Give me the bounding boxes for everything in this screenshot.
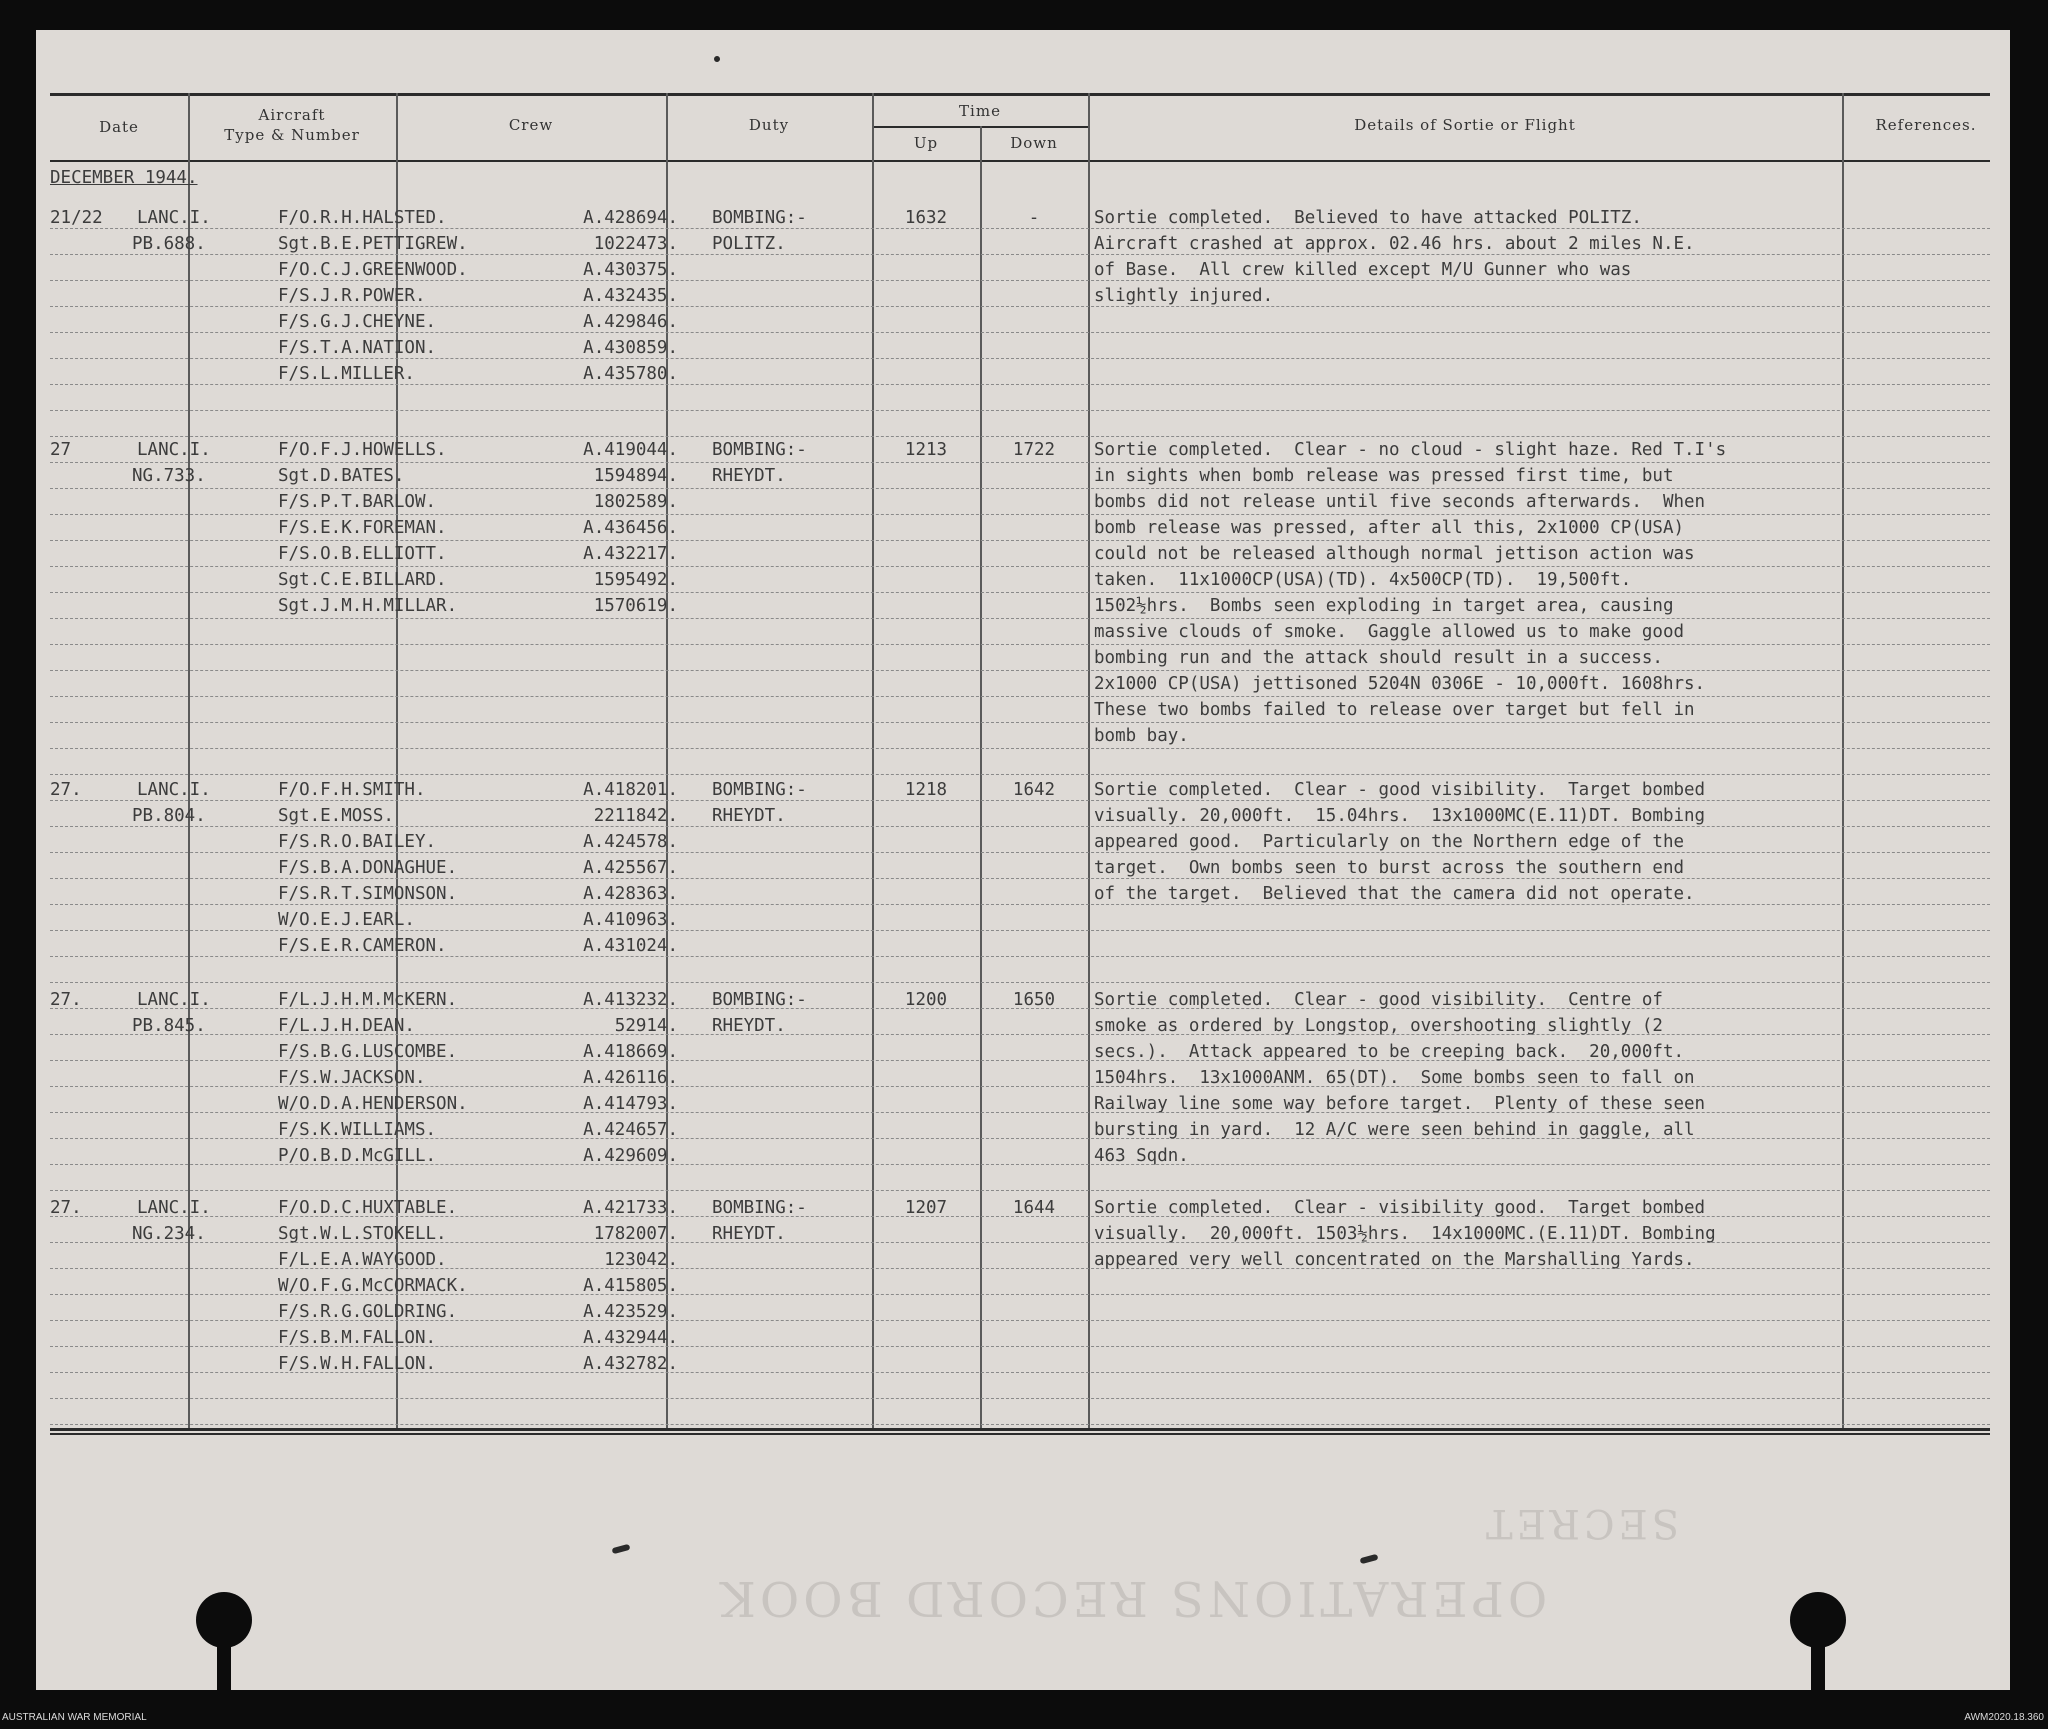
duty: BOMBING:-: [712, 780, 807, 800]
ruled-line: [50, 1190, 1990, 1191]
details-line: bombs did not release until five seconds afterwards. When: [1094, 492, 1706, 512]
details-line: 2x1000 CP(USA) jettisoned 5204N 0306E - 10,000ft. 1608hrs.: [1094, 674, 1706, 694]
time-up: 1632: [904, 208, 948, 228]
entry-date: 27.: [50, 990, 82, 1010]
header-aircraft: Aircraft: [258, 106, 326, 124]
col-rule-time: [1088, 93, 1090, 1428]
time-down: 1642: [1012, 780, 1056, 800]
crew-member: [278, 1094, 678, 1120]
header-duty: Duty: [748, 116, 790, 134]
crew-name: F/S.B.M.FALLON.: [278, 1328, 437, 1348]
service-number: A.435780.: [583, 364, 678, 384]
details-line: bombing run and the attack should result in a success.: [1094, 648, 1663, 668]
time-down: -: [1028, 208, 1040, 228]
crew-member: [278, 1042, 678, 1068]
col-rule-up: [980, 126, 982, 1428]
crew-member: [278, 884, 678, 910]
details-line: Railway line some way before target. Plenty of these seen: [1094, 1094, 1706, 1114]
crew-name: F/S.L.MILLER.: [278, 364, 415, 384]
crew-name: Sgt.D.BATES.: [278, 466, 405, 486]
crew-member: [278, 1250, 678, 1276]
crew-member: [278, 1302, 678, 1328]
service-number: A.425567.: [583, 858, 678, 878]
header-up: Up: [913, 134, 939, 152]
duty: BOMBING:-: [712, 440, 807, 460]
service-number: A.414793.: [583, 1094, 678, 1114]
crew-name: F/S.E.K.FOREMAN.: [278, 518, 447, 538]
crew-name: F/S.J.R.POWER.: [278, 286, 426, 306]
crew-member: [278, 780, 678, 806]
details-line: visually. 20,000ft. 1503½hrs. 14x1000MC.(E.11)DT. Bombing: [1094, 1224, 1716, 1244]
crew-name: W/O.F.G.McCORMACK.: [278, 1276, 468, 1296]
table-bottom-rule: [50, 1428, 1990, 1431]
service-number: A.428694.: [583, 208, 678, 228]
header-details: Details of Sortie or Flight: [1354, 116, 1576, 134]
crew-name: Sgt.E.MOSS.: [278, 806, 394, 826]
details-line: massive clouds of smoke. Gaggle allowed us to make good: [1094, 622, 1685, 642]
time-down: 1722: [1012, 440, 1056, 460]
aircraft-type: LANC.I.: [137, 990, 211, 1010]
details-line: appeared good. Particularly on the Northern edge of the: [1094, 832, 1685, 852]
ruled-line: [50, 1398, 1990, 1399]
crew-name: W/O.E.J.EARL.: [278, 910, 415, 930]
crew-name: F/S.R.G.GOLDRING.: [278, 1302, 458, 1322]
target: POLITZ.: [712, 234, 786, 254]
crew-member: [278, 1224, 678, 1250]
crew-name: F/S.P.T.BARLOW.: [278, 492, 437, 512]
service-number: A.426116.: [583, 1068, 678, 1088]
details-line: target. Own bombs seen to burst across the southern end: [1094, 858, 1685, 878]
service-number: 52914.: [614, 1016, 678, 1036]
show-through-secret: SECRET: [1482, 1500, 1680, 1546]
header-down: Down: [1010, 134, 1058, 152]
crew-member: [278, 260, 678, 286]
aircraft-type: LANC.I.: [137, 780, 211, 800]
ink-mark: [612, 1544, 631, 1554]
crew-member: [278, 1328, 678, 1354]
crew-name: F/O.F.H.SMITH.: [278, 780, 426, 800]
table-top-rule: [50, 93, 1990, 96]
details-line: Aircraft crashed at approx. 02.46 hrs. about 2 miles N.E.: [1094, 234, 1695, 254]
record-sheet: [36, 30, 2010, 1690]
crew-name: F/S.W.H.FALLON.: [278, 1354, 437, 1374]
sortie-details: [1094, 437, 1874, 749]
service-number: A.432782.: [583, 1354, 678, 1374]
ink-mark: [713, 55, 720, 62]
service-number: A.421733.: [583, 1198, 678, 1218]
crew-name: F/S.B.G.LUSCOMBE.: [278, 1042, 458, 1062]
details-line: These two bombs failed to release over target but fell in: [1094, 700, 1695, 720]
target: RHEYDT.: [712, 466, 786, 486]
sortie-details: [1094, 1195, 1874, 1273]
service-number: A.432435.: [583, 286, 678, 306]
crew-member: [278, 1120, 678, 1146]
details-line: Sortie completed. Clear - visibility good. Target bombed: [1094, 1198, 1706, 1218]
table-bottom-rule-2: [50, 1433, 1990, 1435]
service-number: A.419044.: [583, 440, 678, 460]
entry-date: 27.: [50, 780, 82, 800]
crew-name: F/S.W.JACKSON.: [278, 1068, 426, 1088]
crew-member: [278, 1146, 678, 1172]
aircraft-number: NG.234.: [132, 1224, 206, 1244]
details-line: slightly injured.: [1094, 286, 1274, 306]
sortie-details: [1094, 987, 1874, 1169]
crew-name: F/S.B.A.DONAGHUE.: [278, 858, 458, 878]
crew-member: [278, 440, 678, 466]
target: RHEYDT.: [712, 1016, 786, 1036]
service-number: 1802589.: [593, 492, 678, 512]
service-number: A.430859.: [583, 338, 678, 358]
duty: BOMBING:-: [712, 208, 807, 228]
crew-name: Sgt.J.M.H.MILLAR.: [278, 596, 458, 616]
service-number: A.431024.: [583, 936, 678, 956]
crew-name: P/O.B.D.McGILL.: [278, 1146, 437, 1166]
service-number: A.432217.: [583, 544, 678, 564]
details-line: in sights when bomb release was pressed first time, but: [1094, 466, 1674, 486]
service-number: 123042.: [604, 1250, 678, 1270]
crew-member: [278, 234, 678, 260]
header-time: Time: [959, 102, 1001, 120]
entry-date: 27: [50, 440, 72, 460]
time-up: 1218: [904, 780, 948, 800]
service-number: 2211842.: [593, 806, 678, 826]
ruled-line: [50, 410, 1990, 411]
time-up: 1200: [904, 990, 948, 1010]
ink-mark: [1360, 1554, 1379, 1564]
aircraft-number: NG.733.: [132, 466, 206, 486]
service-number: 1594894.: [593, 466, 678, 486]
header-date: Date: [99, 118, 139, 136]
crew-member: [278, 596, 678, 622]
crew-name: Sgt.W.L.STOKELL.: [278, 1224, 447, 1244]
crew-member: [278, 1354, 678, 1380]
crew-name: F/S.K.WILLIAMS.: [278, 1120, 437, 1140]
crew-member: [278, 544, 678, 570]
details-line: visually. 20,000ft. 15.04hrs. 13x1000MC(E.11)DT. Bombing: [1094, 806, 1706, 826]
crew-name: F/O.D.C.HUXTABLE.: [278, 1198, 458, 1218]
crew-member: [278, 936, 678, 962]
details-line: 1504hrs. 13x1000ANM. 65(DT). Some bombs seen to fall on: [1094, 1068, 1695, 1088]
service-number: 1782007.: [593, 1224, 678, 1244]
time-down: 1650: [1012, 990, 1056, 1010]
month-label: DECEMBER 1944.: [50, 168, 198, 188]
crew-name: F/L.J.H.M.McKERN.: [278, 990, 458, 1010]
details-line: could not be released although normal jettison action was: [1094, 544, 1695, 564]
duty: BOMBING:-: [712, 1198, 807, 1218]
crew-member: [278, 338, 678, 364]
crew-member: [278, 492, 678, 518]
crew-name: F/S.R.O.BAILEY.: [278, 832, 437, 852]
service-number: A.423529.: [583, 1302, 678, 1322]
crew-name: F/S.R.T.SIMONSON.: [278, 884, 458, 904]
details-line: secs.). Attack appeared to be creeping back. 20,000ft.: [1094, 1042, 1685, 1062]
header-type-number: Type & Number: [224, 126, 360, 144]
details-line: of Base. All crew killed except M/U Gunner who was: [1094, 260, 1632, 280]
target: RHEYDT.: [712, 1224, 786, 1244]
sortie-details: [1094, 777, 1874, 907]
details-line: appeared very well concentrated on the Marshalling Yards.: [1094, 1250, 1695, 1270]
aircraft-number: PB.845.: [132, 1016, 206, 1036]
crew-name: F/L.J.H.DEAN.: [278, 1016, 415, 1036]
entry-date: 21/22: [50, 208, 103, 228]
time-down: 1644: [1012, 1198, 1056, 1218]
header-bottom-rule: [50, 160, 1990, 162]
details-line: Sortie completed. Clear - good visibility. Centre of: [1094, 990, 1663, 1010]
aircraft-type: LANC.I.: [137, 208, 211, 228]
crew-member: [278, 570, 678, 596]
crew-member: [278, 910, 678, 936]
service-number: A.436456.: [583, 518, 678, 538]
details-line: Sortie completed. Clear - no cloud - slight haze. Red T.I's: [1094, 440, 1727, 460]
crew-member: [278, 1068, 678, 1094]
footer-credit: AUSTRALIAN WAR MEMORIAL: [2, 1712, 147, 1723]
crew-name: F/S.E.R.CAMERON.: [278, 936, 447, 956]
aircraft-type: LANC.I.: [137, 1198, 211, 1218]
crew-member: [278, 364, 678, 390]
crew-member: [278, 1276, 678, 1302]
crew-name: Sgt.C.E.BILLARD.: [278, 570, 447, 590]
service-number: A.413232.: [583, 990, 678, 1010]
crew-name: F/O.C.J.GREENWOOD.: [278, 260, 468, 280]
service-number: A.428363.: [583, 884, 678, 904]
service-number: 1570619.: [593, 596, 678, 616]
service-number: A.410963.: [583, 910, 678, 930]
crew-name: Sgt.B.E.PETTIGREW.: [278, 234, 468, 254]
aircraft-type: LANC.I.: [137, 440, 211, 460]
binding-slot-left: [217, 1620, 231, 1690]
crew-name: W/O.D.A.HENDERSON.: [278, 1094, 468, 1114]
service-number: A.424578.: [583, 832, 678, 852]
crew-name: F/S.G.J.CHEYNE.: [278, 312, 437, 332]
crew-member: [278, 1198, 678, 1224]
details-line: taken. 11x1000CP(USA)(TD). 4x500CP(TD). 19,500ft.: [1094, 570, 1632, 590]
footer-accession-number: AWM2020.18.360: [1964, 1712, 2044, 1723]
crew-member: [278, 518, 678, 544]
target: RHEYDT.: [712, 806, 786, 826]
details-line: 1502½hrs. Bombs seen exploding in target area, causing: [1094, 596, 1674, 616]
crew-name: F/S.O.B.ELLIOTT.: [278, 544, 447, 564]
binding-slot-right: [1811, 1620, 1825, 1690]
sortie-details: [1094, 205, 1874, 309]
service-number: 1595492.: [593, 570, 678, 590]
aircraft-number: PB.804.: [132, 806, 206, 826]
crew-name: F/L.E.A.WAYGOOD.: [278, 1250, 447, 1270]
crew-name: F/O.F.J.HOWELLS.: [278, 440, 447, 460]
ruled-line: [50, 774, 1990, 775]
service-number: A.429846.: [583, 312, 678, 332]
time-up: 1207: [904, 1198, 948, 1218]
service-number: A.430375.: [583, 260, 678, 280]
service-number: 1022473.: [593, 234, 678, 254]
show-through-title: OPERATIONS RECORD BOOK: [716, 1570, 1548, 1626]
crew-member: [278, 806, 678, 832]
crew-member: [278, 286, 678, 312]
crew-member: [278, 1016, 678, 1042]
aircraft-number: PB.688.: [132, 234, 206, 254]
header-references: References.: [1875, 116, 1977, 134]
entry-date: 27.: [50, 1198, 82, 1218]
details-line: bomb release was pressed, after all this, 2x1000 CP(USA): [1094, 518, 1685, 538]
crew-member: [278, 312, 678, 338]
header-crew: Crew: [508, 116, 554, 134]
crew-member: [278, 832, 678, 858]
details-line: bomb bay.: [1094, 726, 1189, 746]
details-line: Sortie completed. Clear - good visibility. Target bombed: [1094, 780, 1706, 800]
duty: BOMBING:-: [712, 990, 807, 1010]
service-number: A.429609.: [583, 1146, 678, 1166]
service-number: A.424657.: [583, 1120, 678, 1140]
service-number: A.418669.: [583, 1042, 678, 1062]
details-line: 463 Sqdn.: [1094, 1146, 1189, 1166]
ruled-line: [50, 982, 1990, 983]
details-line: bursting in yard. 12 A/C were seen behind in gaggle, all: [1094, 1120, 1695, 1140]
crew-name: F/O.R.H.HALSTED.: [278, 208, 447, 228]
service-number: A.432944.: [583, 1328, 678, 1348]
details-line: Sortie completed. Believed to have attacked POLITZ.: [1094, 208, 1642, 228]
time-up: 1213: [904, 440, 948, 460]
crew-member: [278, 208, 678, 234]
service-number: A.418201.: [583, 780, 678, 800]
crew-member: [278, 858, 678, 884]
crew-member: [278, 466, 678, 492]
service-number: A.415805.: [583, 1276, 678, 1296]
crew-member: [278, 990, 678, 1016]
details-line: smoke as ordered by Longstop, overshooting slightly (2: [1094, 1016, 1663, 1036]
crew-name: F/S.T.A.NATION.: [278, 338, 437, 358]
details-line: of the target. Believed that the camera did not operate.: [1094, 884, 1695, 904]
ruled-line: [50, 1424, 1990, 1425]
col-rule-duty: [872, 93, 874, 1428]
